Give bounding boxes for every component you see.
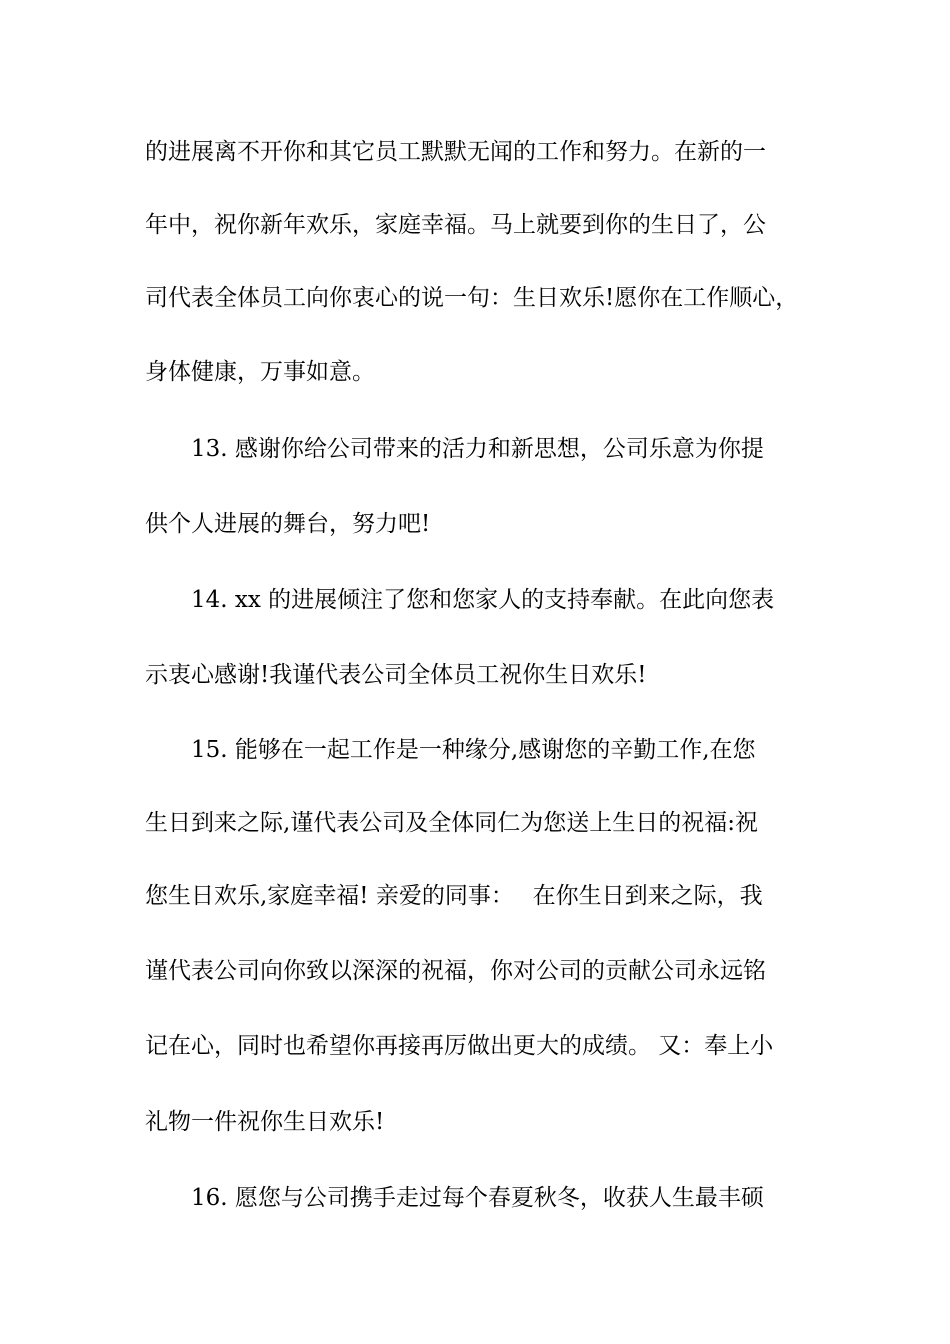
text-line: 谨代表公司向你致以深深的祝福，你对公司的贡献公司永远铭 xyxy=(145,958,766,984)
text-line: 司代表全体员工向你衷心的说一句：生日欢乐!愿你在工作顺心， xyxy=(145,285,799,311)
text-line: 记在心，同时也希望你再接再厉做出更大的成绩。 又：奉上小 xyxy=(145,1033,774,1059)
text-line: 供个人进展的舞台，努力吧! xyxy=(145,511,431,537)
text-line: 您生日欢乐,家庭幸福! 亲爱的同事： 在你生日到来之际，我 xyxy=(145,883,763,909)
paragraph-14-line: 14. xx 的进展倾注了您和您家人的支持奉献。在此向您表 xyxy=(145,587,775,613)
paragraph-16-line: 16. 愿您与公司携手走过每个春夏秋冬，收获人生最丰硕 xyxy=(145,1185,764,1211)
text-line: 年中，祝你新年欢乐，家庭幸福。马上就要到你的生日了，公 xyxy=(145,212,766,238)
text-line: 身体健康，万事如意。 xyxy=(145,359,375,385)
text-line: 礼物一件祝你生日欢乐! xyxy=(145,1109,385,1135)
text-line: 的进展离不开你和其它员工默默无闻的工作和努力。在新的一 xyxy=(145,139,766,165)
paragraph-15-line: 15. 能够在一起工作是一种缘分,感谢您的辛勤工作,在您 xyxy=(145,737,756,763)
text-line: 示衷心感谢!我谨代表公司全体员工祝你生日欢乐! xyxy=(145,662,647,688)
text-line: 生日到来之际,谨代表公司及全体同仁为您送上生日的祝福:祝 xyxy=(145,810,759,836)
paragraph-13-line: 13. 感谢你给公司带来的活力和新思想，公司乐意为你提 xyxy=(145,436,764,462)
